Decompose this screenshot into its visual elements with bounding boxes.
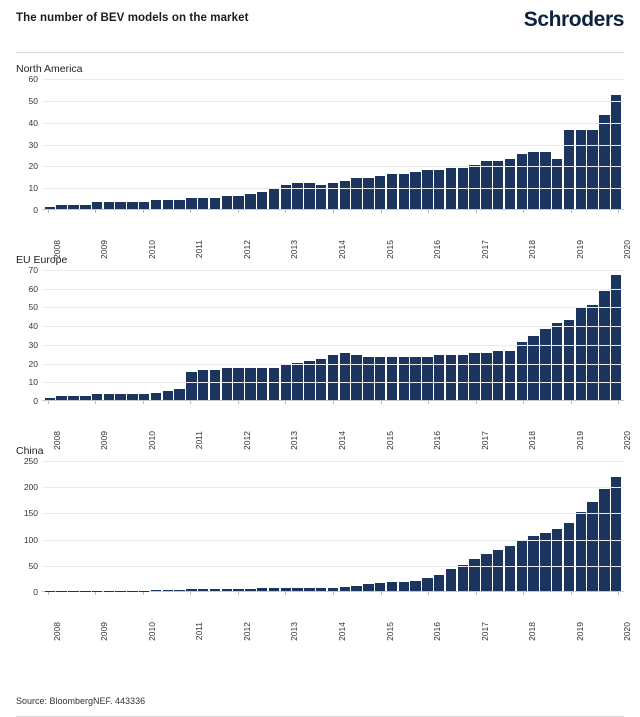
- x-axis-eu-europe: [42, 401, 633, 450]
- x-tickmark: [381, 210, 382, 213]
- y-tick-label: 50: [28, 560, 38, 571]
- x-tick-label: 2010: [146, 622, 157, 641]
- x-tick-label: 2014: [337, 431, 347, 450]
- bar: [528, 152, 538, 209]
- page-title: The number of BEV models on the market: [16, 12, 249, 24]
- x-tick-label: 2019: [574, 240, 585, 259]
- y-tick-label: 100: [23, 534, 38, 545]
- chart-china: [16, 445, 633, 641]
- y-tick-label: 10: [28, 183, 38, 194]
- bar: [304, 183, 314, 209]
- bar: [540, 533, 550, 591]
- bar: [611, 477, 621, 591]
- y-tick-label: 50: [28, 302, 38, 313]
- bar: [517, 342, 527, 400]
- x-tickmark: [143, 592, 144, 595]
- x-tickmark: [48, 592, 49, 595]
- bar: [281, 588, 291, 591]
- x-tick-label: 2017: [479, 622, 490, 641]
- y-tick-label: 10: [28, 377, 38, 388]
- x-tickmark: [143, 401, 144, 404]
- bar: [139, 394, 149, 400]
- x-tick-label: 2012: [241, 431, 252, 450]
- bar: [587, 502, 597, 591]
- x-tick-label: 2018: [527, 240, 538, 259]
- y-axis-eu-europe: [16, 265, 42, 406]
- bar: [198, 370, 208, 400]
- gridline: [42, 566, 624, 567]
- bar: [174, 389, 184, 400]
- bar: [434, 170, 444, 209]
- x-tick-label: 2011: [194, 622, 205, 641]
- y-tick-label: 60: [28, 283, 38, 294]
- bar: [80, 591, 90, 592]
- gridline: [42, 145, 624, 146]
- x-tickmark: [428, 592, 429, 595]
- x-tick-label: 2013: [289, 431, 300, 450]
- x-tick-label: 2011: [194, 240, 205, 259]
- x-tickmark: [238, 401, 239, 404]
- bar: [45, 591, 55, 592]
- bar: [115, 202, 125, 209]
- bar: [410, 581, 420, 591]
- bar: [45, 207, 55, 209]
- x-tickmark: [285, 401, 286, 404]
- chart-north-america: [16, 63, 633, 259]
- bar: [80, 205, 90, 209]
- x-tickmark: [285, 592, 286, 595]
- x-tick-label: 2019: [574, 431, 585, 450]
- bar: [587, 305, 597, 400]
- bar: [505, 546, 515, 591]
- bar: [151, 590, 161, 591]
- y-tick-label: 70: [28, 265, 38, 275]
- gridline: [42, 101, 624, 102]
- bar: [576, 512, 586, 591]
- gridline: [42, 326, 624, 327]
- x-tick-label: 2020: [622, 240, 633, 259]
- x-tickmark: [618, 401, 619, 404]
- gridline: [42, 79, 624, 80]
- gridline: [42, 513, 624, 514]
- bar: [174, 200, 184, 209]
- x-tickmark: [143, 210, 144, 213]
- gridline: [42, 364, 624, 365]
- bar: [316, 588, 326, 591]
- bar: [410, 172, 420, 209]
- bar: [446, 569, 456, 591]
- bar: [127, 394, 137, 400]
- bar: [422, 170, 432, 209]
- bar: [434, 575, 444, 591]
- x-tick-label: 2018: [527, 622, 538, 641]
- bar: [68, 591, 78, 592]
- x-tick-label: 2013: [289, 240, 300, 259]
- bar: [198, 198, 208, 209]
- bar: [340, 353, 350, 400]
- bar: [104, 394, 114, 400]
- x-tickmark: [428, 210, 429, 213]
- bar: [564, 320, 574, 400]
- gridline: [42, 461, 624, 462]
- x-tickmark: [618, 592, 619, 595]
- bar: [328, 355, 338, 400]
- bar: [351, 178, 361, 209]
- x-tick-label: 2013: [289, 622, 300, 641]
- bar: [139, 202, 149, 209]
- x-tickmark: [476, 592, 477, 595]
- y-tick-label: 50: [28, 95, 38, 106]
- x-tick-label: 2015: [384, 431, 395, 450]
- bar: [198, 589, 208, 591]
- x-tick-label: 2017: [479, 240, 490, 259]
- bar: [434, 355, 444, 400]
- bar: [481, 161, 491, 209]
- x-tickmark: [476, 401, 477, 404]
- bar: [552, 323, 562, 400]
- x-tickmark: [190, 210, 191, 213]
- x-tick-label: 2009: [99, 431, 110, 450]
- bar: [505, 351, 515, 400]
- x-tick-label: 2019: [574, 622, 585, 641]
- x-tick-label: 2010: [146, 240, 157, 259]
- x-tickmark: [571, 210, 572, 213]
- bar: [493, 351, 503, 400]
- y-axis-north-america: [16, 74, 42, 215]
- bar: [387, 582, 397, 591]
- x-axis-north-america: [42, 210, 633, 259]
- bar: [363, 584, 373, 591]
- bar: [375, 583, 385, 591]
- chart-title-north-america: North America: [16, 63, 83, 75]
- bar: [56, 591, 66, 592]
- bar: [387, 174, 397, 209]
- bar: [186, 198, 196, 209]
- x-tickmark: [285, 210, 286, 213]
- gridline: [42, 487, 624, 488]
- x-tickmark: [95, 210, 96, 213]
- x-tickmark: [95, 592, 96, 595]
- plot-wrap-eu-europe: [16, 265, 624, 406]
- bar: [399, 174, 409, 209]
- bar: [92, 591, 102, 592]
- bar: [186, 589, 196, 591]
- x-tickmark: [333, 210, 334, 213]
- x-tickmark: [523, 210, 524, 213]
- x-tick-label: 2008: [51, 622, 62, 641]
- bar: [163, 200, 173, 209]
- chart-title-china: China: [16, 445, 44, 457]
- y-tick-label: 0: [33, 396, 38, 406]
- x-tickmark: [333, 401, 334, 404]
- bar: [564, 523, 574, 591]
- x-tickmark: [571, 401, 572, 404]
- bar: [222, 368, 232, 400]
- x-tickmark: [48, 401, 49, 404]
- bar: [269, 189, 279, 209]
- x-tick-label: 2015: [384, 240, 395, 259]
- x-tick-label: 2009: [99, 622, 110, 641]
- x-axis-china: [42, 592, 633, 641]
- bar: [45, 398, 55, 400]
- x-tickmark: [523, 401, 524, 404]
- bar: [458, 565, 468, 591]
- gridline: [42, 188, 624, 189]
- chart-title-eu-europe: EU Europe: [16, 254, 68, 266]
- bar: [68, 205, 78, 209]
- y-tick-label: 200: [23, 482, 38, 493]
- y-tick-label: 20: [28, 358, 38, 369]
- bar: [528, 336, 538, 400]
- x-tick-label: 2016: [432, 431, 443, 450]
- bar: [104, 202, 114, 209]
- bar: [611, 95, 621, 209]
- x-tick-label: 2020: [622, 431, 633, 450]
- x-tick-label: 2010: [146, 431, 157, 450]
- plot-wrap-china: [16, 456, 624, 597]
- bar: [269, 368, 279, 400]
- y-tick-label: 40: [28, 117, 38, 128]
- bar: [186, 372, 196, 400]
- source-note: Source: BloombergNEF. 443336: [16, 696, 146, 706]
- bar: [92, 394, 102, 400]
- x-tickmark: [48, 210, 49, 213]
- x-tick-label: 2016: [432, 240, 443, 259]
- x-tickmark: [476, 210, 477, 213]
- gridline: [42, 345, 624, 346]
- bar: [587, 130, 597, 209]
- y-tick-label: 0: [33, 587, 38, 597]
- bar: [576, 308, 586, 400]
- bar: [233, 196, 243, 209]
- bar: [151, 393, 161, 400]
- bar: [210, 198, 220, 209]
- x-tickmark: [95, 401, 96, 404]
- bar: [127, 202, 137, 209]
- bar: [292, 183, 302, 209]
- bar: [340, 181, 350, 209]
- x-tickmark: [428, 401, 429, 404]
- x-tickmark: [190, 592, 191, 595]
- bar: [517, 154, 527, 209]
- x-tickmark: [618, 210, 619, 213]
- y-tick-label: 0: [33, 205, 38, 215]
- bar: [599, 115, 609, 209]
- bar: [210, 370, 220, 400]
- bar-series-china: [42, 461, 624, 591]
- bar: [351, 355, 361, 400]
- y-tick-label: 150: [23, 508, 38, 519]
- bar: [222, 589, 232, 591]
- bar: [56, 396, 66, 400]
- y-axis-china: [16, 456, 42, 597]
- x-tick-label: 2012: [241, 240, 252, 259]
- bar: [469, 353, 479, 400]
- bar: [222, 196, 232, 209]
- bar: [257, 192, 267, 209]
- bar: [399, 582, 409, 591]
- gridline: [42, 307, 624, 308]
- x-tick-label: 2018: [527, 431, 538, 450]
- gridline: [42, 382, 624, 383]
- x-tick-label: 2011: [194, 431, 205, 450]
- bar: [564, 130, 574, 209]
- bar: [422, 578, 432, 591]
- bar: [92, 202, 102, 209]
- gridline: [42, 540, 624, 541]
- bar: [292, 363, 302, 400]
- bar: [481, 554, 491, 591]
- bar: [56, 205, 66, 209]
- x-tickmark: [190, 401, 191, 404]
- plot-area-eu-europe: [42, 270, 624, 401]
- y-tick-label: 30: [28, 339, 38, 350]
- bar: [68, 396, 78, 400]
- bar: [80, 396, 90, 400]
- brand-logo: Schroders: [523, 8, 624, 31]
- bar: [611, 275, 621, 400]
- bar: [115, 591, 125, 592]
- bar: [151, 200, 161, 209]
- x-tickmark: [238, 210, 239, 213]
- bar: [493, 161, 503, 209]
- bar: [245, 589, 255, 591]
- bar: [304, 588, 314, 591]
- x-tickmark: [333, 592, 334, 595]
- plot-wrap-north-america: [16, 74, 624, 215]
- bar: [174, 590, 184, 591]
- bar: [104, 591, 114, 592]
- x-tick-label: 2017: [479, 431, 490, 450]
- bar: [245, 194, 255, 209]
- bar: [127, 591, 137, 592]
- bar: [292, 588, 302, 591]
- bar: [210, 589, 220, 591]
- gridline: [42, 166, 624, 167]
- y-tick-label: 60: [28, 74, 38, 84]
- bar: [328, 588, 338, 591]
- plot-area-china: [42, 461, 624, 592]
- bar: [115, 394, 125, 400]
- bar: [328, 183, 338, 209]
- x-tick-label: 2008: [51, 240, 62, 259]
- gridline: [42, 123, 624, 124]
- bar: [458, 355, 468, 400]
- bar: [245, 368, 255, 400]
- bar: [351, 586, 361, 591]
- bar: [540, 152, 550, 209]
- x-tick-label: 2014: [337, 240, 347, 259]
- plot-area-north-america: [42, 79, 624, 210]
- gridline: [42, 270, 624, 271]
- x-tickmark: [381, 592, 382, 595]
- y-tick-label: 40: [28, 321, 38, 332]
- x-tick-label: 2015: [384, 622, 395, 641]
- bar: [233, 368, 243, 400]
- y-tick-label: 30: [28, 139, 38, 150]
- x-tickmark: [523, 592, 524, 595]
- x-tick-label: 2008: [51, 431, 62, 450]
- bar: [552, 529, 562, 591]
- x-tickmark: [238, 592, 239, 595]
- bar: [316, 359, 326, 400]
- chart-eu-europe: [16, 254, 633, 450]
- bar: [363, 178, 373, 209]
- bar: [233, 589, 243, 591]
- x-tick-label: 2009: [99, 240, 110, 259]
- x-tick-label: 2014: [337, 622, 347, 641]
- bar: [163, 590, 173, 591]
- bar: [163, 391, 173, 400]
- x-tickmark: [571, 592, 572, 595]
- bar: [304, 361, 314, 400]
- bar: [446, 355, 456, 400]
- gridline: [42, 289, 624, 290]
- page-footer: [16, 690, 624, 717]
- x-tick-label: 2012: [241, 622, 252, 641]
- bar: [257, 588, 267, 591]
- bar: [481, 353, 491, 400]
- bar: [528, 536, 538, 591]
- x-tickmark: [381, 401, 382, 404]
- bar: [257, 368, 267, 400]
- y-tick-label: 20: [28, 161, 38, 172]
- x-tick-label: 2016: [432, 622, 443, 641]
- bar: [139, 591, 149, 592]
- page-header: [16, 0, 624, 46]
- bar: [340, 587, 350, 591]
- bar: [493, 550, 503, 591]
- bar: [576, 130, 586, 209]
- header-divider: [16, 52, 624, 53]
- y-tick-label: 250: [23, 456, 38, 466]
- bar: [269, 588, 279, 591]
- bar: [375, 176, 385, 209]
- bar: [469, 559, 479, 591]
- x-tick-label: 2020: [622, 622, 633, 641]
